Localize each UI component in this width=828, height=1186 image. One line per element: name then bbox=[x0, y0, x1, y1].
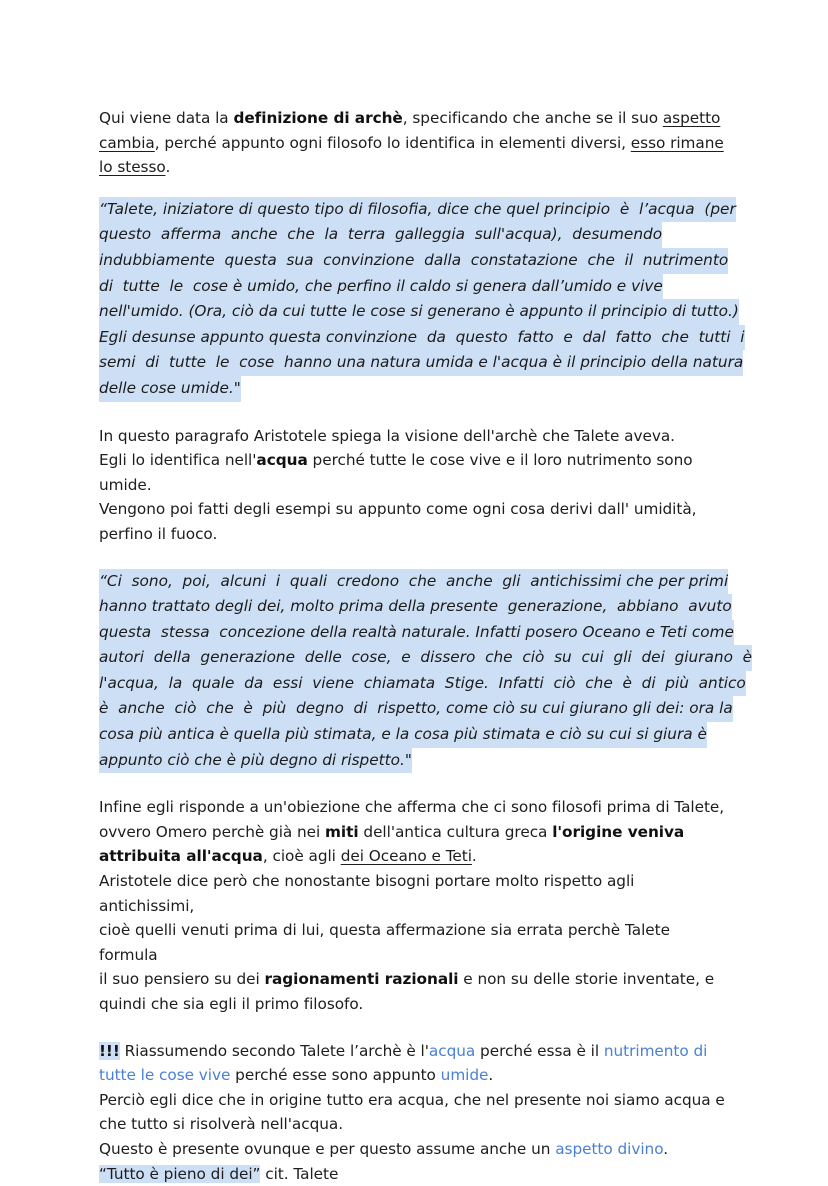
body1-line-5: perfino il fuoco. bbox=[99, 524, 218, 543]
summary-exclamation-marker: !!! bbox=[99, 1041, 120, 1060]
body2-line-6: quindi che sia egli il primo filosofo. bbox=[99, 995, 364, 1013]
body1-line-4: Vengono poi fatti degli esempi su appunto come ogni cosa derivi dall' umidità, bbox=[99, 500, 697, 519]
summary-line-1a: Riassumendo secondo Talete l’archè è l' bbox=[119, 1041, 429, 1060]
intro-text-2: , specificando che anche se il suo bbox=[402, 109, 663, 127]
summary-blue-nutrimento: nutrimento di tutte le cose vive bbox=[99, 1041, 708, 1085]
body2-line-3: Aristotele dice però che nonostante bisogni portare molto rispetto agli antichissimi, bbox=[99, 872, 635, 915]
quote1-line: indubbiamente questa sua convinzione dalla constatazione che il nutrimento bbox=[99, 248, 728, 274]
body2-bold-origine-acqua: l'origine veniva attribuita all'acqua bbox=[99, 822, 685, 866]
body2-line-2d: . bbox=[471, 847, 477, 866]
body2-line-5b: e non su delle storie inventate, e bbox=[458, 970, 715, 989]
body2-line-4: cioè quelli venuti prima di lui, questa affermazione sia errata perchè Talete formula bbox=[99, 921, 670, 964]
quote1-line: questo afferma anche che la terra galleggia sull'acqua), desumendo bbox=[99, 222, 662, 248]
body1-line-1: In questo paragrafo Aristotele spiega la visione dell'archè che Talete aveva. bbox=[99, 426, 675, 445]
spacer bbox=[99, 1017, 729, 1039]
quote2-line: questa stessa concezione della realtà naturale. Infatti posero Oceano e Teti come bbox=[99, 620, 734, 646]
body2-line-1: Infine egli risponde a un'obiezione che afferma che ci sono filosofi prima di Talete, bbox=[99, 798, 725, 817]
body2-line-2c: , cioè agli bbox=[262, 847, 341, 866]
summary-line-1d: . bbox=[488, 1066, 494, 1085]
summary-line-4a: Questo è presente ovunque e per questo assume anche un bbox=[99, 1139, 556, 1158]
quote2-line: è anche ciò che è più degno di rispetto, come ciò su cui giurano gli dei: ora la bbox=[99, 696, 733, 722]
spacer bbox=[99, 402, 729, 424]
summary-blue-umide: umide bbox=[440, 1066, 489, 1085]
spacer bbox=[99, 773, 729, 795]
body1-line-2b: perché tutte le cose vive e il loro nutrimento sono bbox=[307, 451, 693, 470]
quote1-line: semi di tutte le cose hanno una natura umida e l'acqua è il principio della natura bbox=[99, 350, 743, 376]
body2-bold-miti: miti bbox=[325, 822, 359, 841]
paragraph-summary bbox=[99, 1039, 729, 1186]
spacer bbox=[99, 547, 729, 569]
paragraph-body-2 bbox=[99, 795, 729, 1016]
intro-underline-aspetto-cambia: aspetto cambia bbox=[99, 109, 721, 152]
body2-bold-ragionamenti: ragionamenti razionali bbox=[264, 970, 459, 989]
body1-line-2a: Egli lo identifica nell' bbox=[99, 451, 257, 470]
summary-blue-acqua: acqua bbox=[428, 1041, 476, 1060]
summary-line-5b: cit. Talete bbox=[260, 1164, 339, 1183]
paragraph-intro bbox=[99, 106, 729, 180]
quote2-line: appunto ciò che è più degno di rispetto." bbox=[99, 748, 412, 774]
intro-underline-esso-rimane: esso rimane lo stesso bbox=[99, 133, 724, 177]
body2-underline-dei-oceano-teti: dei Oceano e Teti bbox=[340, 847, 472, 866]
body1-bold-acqua: acqua bbox=[256, 451, 308, 470]
body2-line-2a: ovvero Omero perchè già nei bbox=[99, 822, 326, 841]
body2-line-5a: il suo pensiero su dei bbox=[99, 970, 265, 989]
spacer bbox=[99, 180, 729, 197]
summary-highlight-citazione: “Tutto è pieno di dei” bbox=[99, 1164, 261, 1183]
summary-line-2: Perciò egli dice che in origine tutto era acqua, che nel presente noi siamo acqua e bbox=[99, 1090, 725, 1109]
paragraph-body-1 bbox=[99, 424, 729, 547]
quote-block-antichissimi bbox=[99, 569, 753, 774]
quote1-line: “Talete, iniziatore di questo tipo di filosofia, dice che quel principio è l’acqua (per bbox=[99, 197, 736, 223]
quote1-line: delle cose umide." bbox=[99, 376, 241, 402]
summary-blue-aspetto-divino: aspetto divino bbox=[555, 1139, 664, 1158]
summary-line-3: che tutto si risolverà nell'acqua. bbox=[99, 1115, 344, 1134]
quote1-line: di tutte le cose è umido, che perfino il caldo si genera dall’umido e vive bbox=[99, 274, 663, 300]
quote2-line: l'acqua, la quale da essi viene chiamata Stige. Infatti ciò che è di più antico bbox=[99, 671, 746, 697]
summary-line-4b: . bbox=[663, 1139, 669, 1158]
quote2-line: cosa più antica è quella più stimata, e la cosa più stimata e ciò su cui si giura è bbox=[99, 722, 707, 748]
quote1-line: Egli desunse appunto questa convinzione da questo fatto e dal fatto che tutti i bbox=[99, 325, 745, 351]
body1-line-3: umide. bbox=[99, 475, 152, 494]
quote2-line: autori della generazione delle cose, e dissero che ciò su cui gli dei giurano è bbox=[99, 645, 752, 671]
summary-line-1c: perché esse sono appunto bbox=[230, 1066, 441, 1085]
intro-text-1: Qui viene data la bbox=[99, 109, 234, 127]
quote1-line: nell'umido. (Ora, ciò da cui tutte le cose si generano è appunto il principio di tutto.) bbox=[99, 299, 739, 325]
quote-block-talete bbox=[99, 197, 745, 402]
intro-bold-definizione: definizione di archè bbox=[233, 109, 403, 127]
summary-line-1b: perché essa è il bbox=[475, 1041, 604, 1060]
intro-text-4: . bbox=[165, 158, 171, 177]
document-body bbox=[99, 106, 753, 1186]
intro-text-3: , perché appunto ogni filosofo lo identifica in elementi diversi, bbox=[154, 133, 631, 152]
quote2-line: “Ci sono, poi, alcuni i quali credono che anche gli antichissimi che per primi bbox=[99, 569, 728, 595]
body2-line-2b: dell'antica cultura greca bbox=[358, 822, 553, 841]
quote2-line: hanno trattato degli dei, molto prima della presente generazione, abbiano avuto bbox=[99, 594, 732, 620]
